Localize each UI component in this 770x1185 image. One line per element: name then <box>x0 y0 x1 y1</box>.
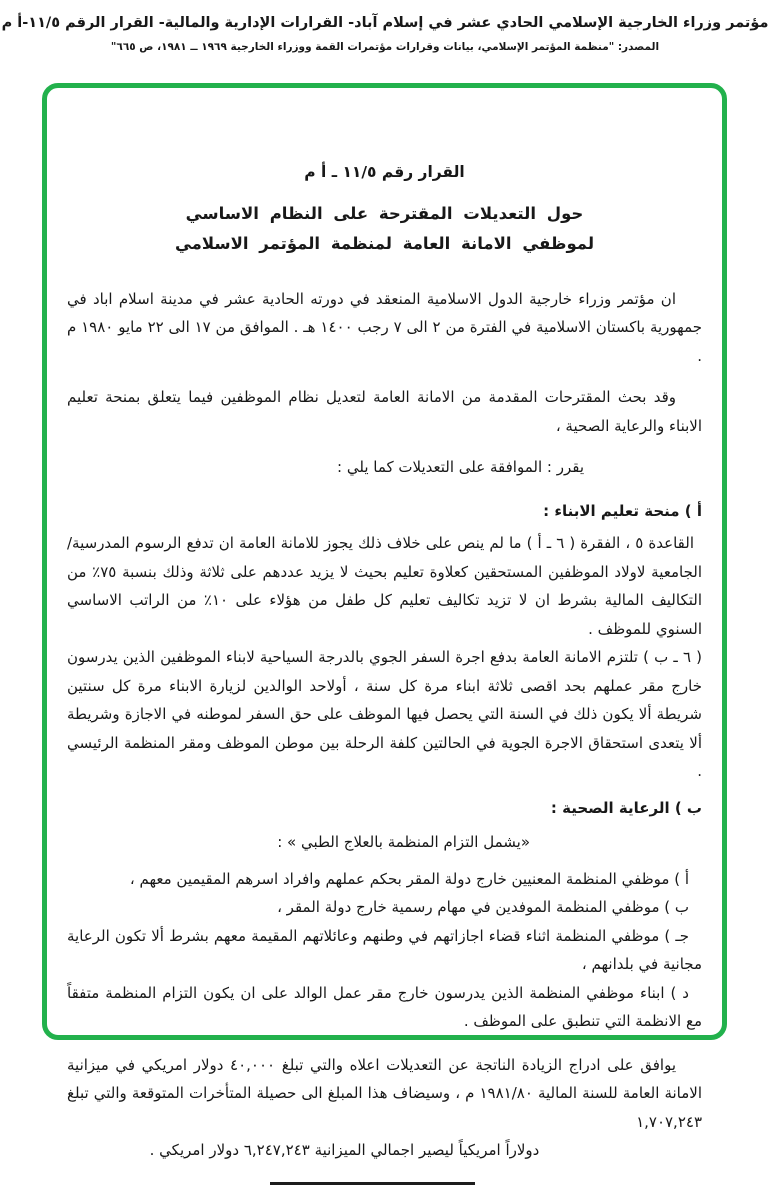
section-b-heading: ب ) الرعاية الصحية : <box>550 798 702 817</box>
preamble-paragraph: ان مؤتمر وزراء خارجية الدول الاسلامية المنعقد في دورته الحادية عشر في مدينة اسلام اباد في جمهورية باكستان الاسلامية في الفترة من ٢ الى ٧ رجب ١٤٠٠ هـ . الموافق من ١٧ الى ٢٢ مايو ١٩٨٠ م . <box>67 289 703 365</box>
resolution-document <box>67 158 702 1185</box>
budget-total-line: دولاراً امريكياً ليصير اجمالي الميزانية ٦,٢٤٧,٢٤٣ دولار امريكي . <box>149 1141 540 1159</box>
resolution-title-line-1: حول التعديلات المقترحة على النظام الاساسي <box>185 203 584 223</box>
section-a-heading: أ ) منحة تعليم الابناء : <box>543 501 702 520</box>
document-frame <box>42 83 727 1159</box>
section-a-rule-6b: ( ٦ ـ ب ) تلتزم الامانة العامة بدفع اجرة السفر الجوي بالدرجة السياحية لابناء الموظفين الذين يدرسون خارج مقر عملهم بحد اقصى ثلاثة ابناء مرة كل سنة ، أولاحد الوالدين لزيارة الابناء مرة كل سنتين شريطة ألا يكون ذلك في السنة التي يحصل فيها الموظف على حق السفر لموطنه في الاجازة وشريطة ألا يتعدى استحقاق الاجرة الجوية في الحالتين كلفة الرحلة بين موطن الموظف ومقر المنظمة الرئيسي . <box>67 648 702 780</box>
footer-divider <box>270 1182 475 1185</box>
section-b-intro: «يشمل التزام المنظمة بالعلاج الطبي » : <box>277 833 530 851</box>
resolution-title-line-2: لموظفي الامانة العامة لمنظمة المؤتمر الاسلامي <box>174 234 595 253</box>
resolution-number-title: القرار رقم ١١/٥ ـ أ م <box>304 163 465 181</box>
list-item-jim: جـ ) موظفي المنظمة اثناء قضاء اجازاتهم في وطنهم وعائلاتهم المقيمة معهم بشرط ألا تكون الرعاية مجانية في بلدانهم ، <box>67 926 702 973</box>
budget-paragraph: يوافق على ادراج الزيادة الناتجة عن التعديلات اعلاه والتي تبلغ ٤٠,٠٠٠ دولار امريكي في ميزانية الامانة العامة للسنة المالية ١٩٨١/٨٠ م ، وسيضاف هذا المبلغ الى حصيلة المتأخرات المتوقعة والتي تبلغ ١,٧٠٧,٢٤٣ <box>67 1055 702 1131</box>
page-header <box>0 0 770 53</box>
review-paragraph: وقد بحث المقترحات المقدمة من الامانة العامة لتعديل نظام الموظفين فيما يتعلق بمنحة تعليم الابناء والرعاية الصحية ، <box>67 388 702 435</box>
section-b-items <box>67 865 702 1036</box>
header-source-line: المصدر: "منظمة المؤتمر الإسلامي، بيانات وقرارات مؤتمرات القمة ووزراء الخارجية ١٩٦٩ ــ ١٩٨١، ص ٦٦٥" <box>110 41 660 53</box>
list-item-b: ب ) موظفي المنظمة الموفدين في مهام رسمية خارج دولة المقر ، <box>277 898 689 916</box>
section-a-rule-6a: القاعدة ٥ ، الفقرة ( ٦ ـ أ ) ما لم ينص على خلاف ذلك يجوز للامانة العامة ان تدفع الرسوم المدرسية/ الجامعية لاولاد الموظفين المستحقين كعلاوة تعليم بحيث لا يزيد عددهم على ثلاثة وذلك بنسبة ٧٥٪ من التكاليف المالية بشرط ان لا تزيد تكاليف تعليم كل طفل من هؤلاء على ١٠٪ من الراتب الاساسي السنوي للموظف . <box>67 534 702 638</box>
list-item-a: أ ) موظفي المنظمة المعنيين خارج دولة المقر بحكم عملهم وافراد اسرهم المقيمين معهم ، <box>129 869 689 888</box>
header-citation-line: مؤتمر وزراء الخارجية الإسلامي الحادي عشر في إسلام آباد- القرارات الإدارية والمالية- القرار الرقم ١١/٥-أ م <box>1 15 769 31</box>
list-item-dal: د ) ابناء موظفي المنظمة الذين يدرسون خارج مقر عمل الوالد على ان يكون التزام المنظمة متفقاً مع الانظمة التي تنطبق على الموظف . <box>67 983 702 1030</box>
decides-line: يقرر : الموافقة على التعديلات كما يلي : <box>337 458 584 476</box>
